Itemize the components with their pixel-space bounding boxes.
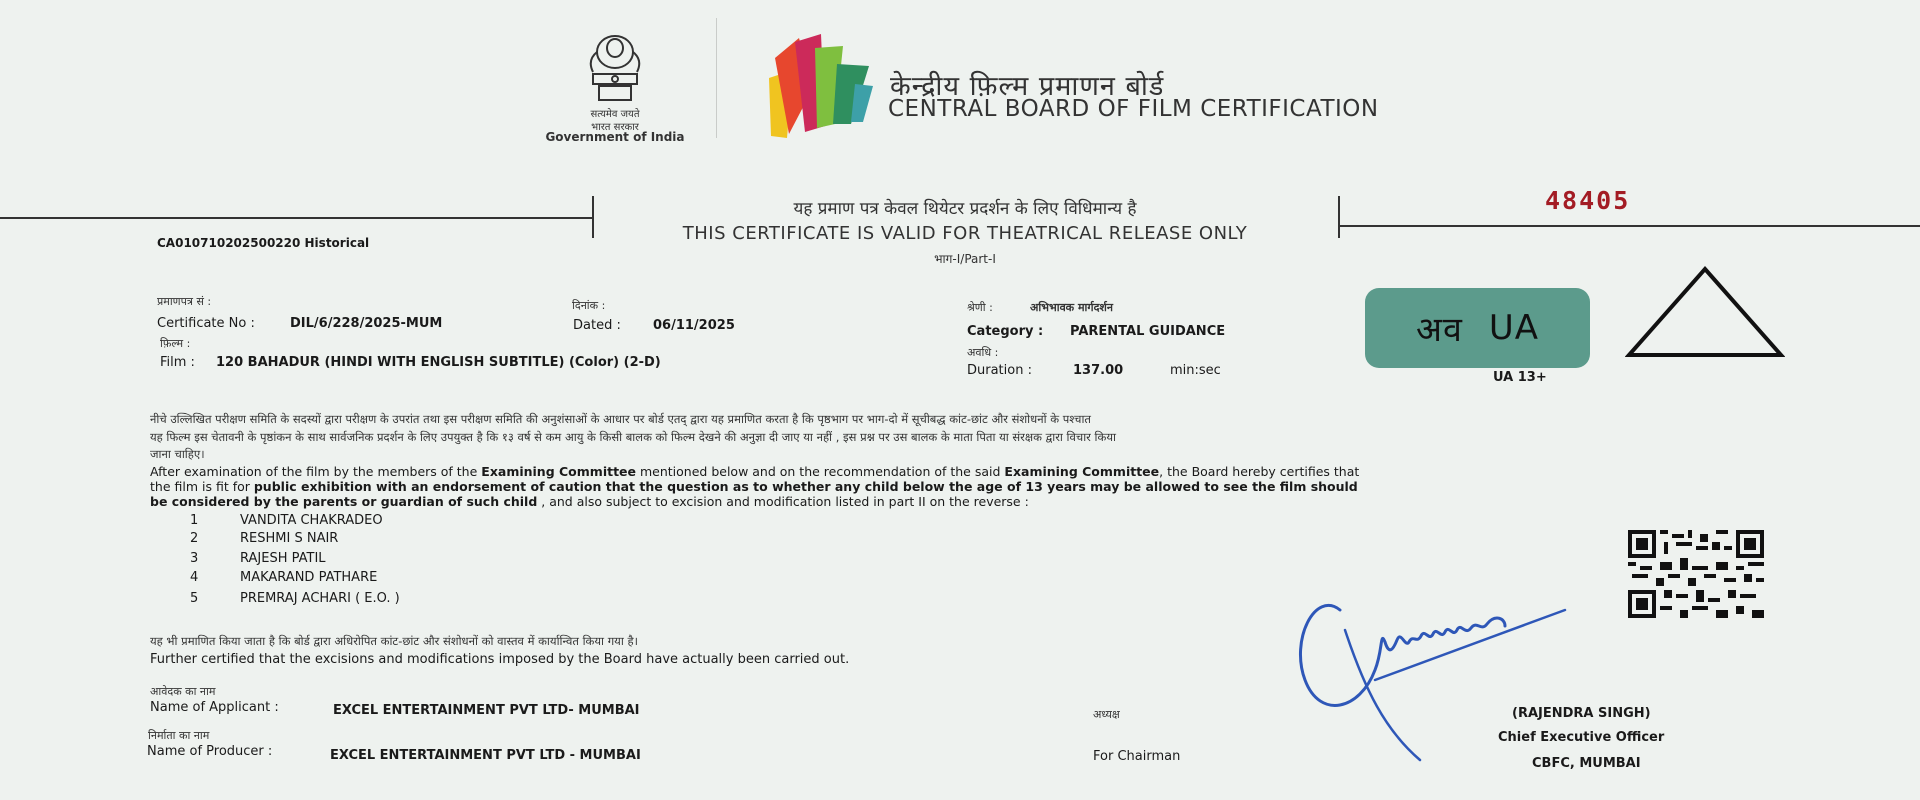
cert-no-label: Certificate No : [157, 316, 255, 331]
member-name: RESHMI S NAIR [240, 531, 339, 546]
national-emblem-icon [575, 30, 655, 105]
duration-unit: min:sec [1170, 363, 1221, 378]
date-hindi-label: दिनांक : [572, 299, 606, 312]
cert-no-hindi-label: प्रमाणपत्र सं : [157, 295, 212, 308]
duration-value: 137.00 [1073, 363, 1124, 378]
member-number: 3 [190, 551, 199, 566]
gov-hindi: भारत सरकार [591, 122, 639, 133]
cert-no-value: DIL/6/228/2025-MUM [290, 316, 443, 331]
member-name: MAKARAND PATHARE [240, 570, 378, 585]
producer-label: Name of Producer : [147, 744, 273, 759]
validity-part: भाग-I/Part-I [934, 252, 996, 266]
gov-english: Government of India [545, 130, 685, 144]
rule-left [0, 217, 592, 219]
applicant-hindi-label: आवेदक का नाम [150, 685, 216, 698]
rating-badge [1365, 288, 1590, 368]
rating-sub: UA 13+ [1493, 370, 1547, 385]
member-name: PREMRAJ ACHARI ( E.O. ) [240, 591, 400, 606]
signatory-name: (RAJENDRA SINGH) [1512, 706, 1651, 721]
cbfc-logo-icon [765, 28, 875, 140]
further-hindi: यह भी प्रमाणित किया जाता है कि बोर्ड द्वारा अधिरोपित कांट-छांट और संशोधनों को वास्तव में कार्यान्वित किया गया है। [150, 634, 638, 648]
applicant-label: Name of Applicant : [150, 700, 279, 715]
rating-badge-hindi: अव [1415, 310, 1463, 350]
validity-notice [590, 196, 1340, 267]
duration-hindi-label: अवधि : [967, 346, 999, 359]
body-hindi-line-2: यह फिल्म इस चेतावनी के पृष्ठांकन के साथ सार्वजनिक प्रदर्शन के लिए उपयुक्त है कि १३ वर्ष से कम आयु के किसी बालक को फिल्म देखने की अनुज्ञा दी जाए या नहीं , इस प्रश्न पर उस बालक के माता पिता या संरक्षक द्वारा विचार किया [150, 430, 1117, 444]
member-number: 2 [190, 531, 199, 546]
producer-value: EXCEL ENTERTAINMENT PVT LTD - MUMBAI [330, 748, 641, 763]
member-number: 1 [190, 513, 199, 528]
body-hindi-line-3: जाना चाहिए। [150, 447, 205, 461]
category-value: PARENTAL GUIDANCE [1070, 324, 1226, 339]
certificate-number: 48405 [1545, 186, 1631, 215]
board-title-hindi: केन्द्रीय फ़िल्म प्रमाणन बोर्ड [890, 71, 1165, 102]
applicant-value: EXCEL ENTERTAINMENT PVT LTD- MUMBAI [333, 703, 640, 718]
category-hindi-label: श्रेणी : [967, 301, 993, 314]
body-hindi-line-1: नीचे उल्लिखित परीक्षण समिति के सदस्यों द्वारा परीक्षण के उपरांत तथा इस परीक्षण समिति की अनुशंसाओं के आधार पर बोर्ड एतद् द्वारा यह प्रमाणित करता है कि पृष्ठभाग पर भाग-दो में सूचीबद्ध कांट-छांट और संशोधनों के पश्चात [150, 412, 1091, 426]
signatory-office: CBFC, MUMBAI [1532, 756, 1641, 771]
reference-code: CA010710202500220 Historical [157, 236, 370, 250]
member-name: RAJESH PATIL [240, 551, 326, 566]
producer-hindi-label: निर्माता का नाम [148, 729, 210, 742]
validity-english: THIS CERTIFICATE IS VALID FOR THEATRICAL RELEASE ONLY [682, 223, 1248, 244]
date-value: 06/11/2025 [653, 318, 735, 333]
rule-right [1340, 225, 1920, 227]
film-hindi-label: फ़िल्म : [160, 337, 191, 350]
chairman-hindi-label: अध्यक्ष [1093, 708, 1120, 721]
emblem-motto: सत्यमेव जयते [590, 109, 640, 120]
header-divider [716, 18, 717, 138]
further-english: Further certified that the excisions and modifications imposed by the Board have actually been carried out. [150, 652, 850, 667]
category-label: Category : [967, 324, 1044, 339]
qr-code-icon [1628, 530, 1764, 618]
body-english-line-1: After examination of the film by the members of the Examining Committee mentioned below and on the recommendation of the said Examining Committee, the Board hereby certifies that [150, 464, 1360, 479]
rating-badge-english: UA [1488, 308, 1540, 348]
category-hindi-value: अभिभावक मार्गदर्शन [1030, 301, 1114, 314]
date-label: Dated : [573, 318, 621, 333]
signatory-title: Chief Executive Officer [1498, 730, 1665, 745]
for-chairman-label: For Chairman [1093, 749, 1181, 764]
body-english-line-2: the film is fit for public exhibition with an endorsement of caution that the question as to whether any child below the age of 13 years may be allowed to see the film should [150, 479, 1358, 494]
member-name: VANDITA CHAKRADEO [240, 513, 383, 528]
member-number: 4 [190, 570, 199, 585]
warning-triangle-icon [1625, 265, 1785, 360]
film-value: 120 BAHADUR (HINDI WITH ENGLISH SUBTITLE) (Color) (2-D) [216, 355, 661, 370]
film-label: Film : [160, 355, 195, 370]
member-number: 5 [190, 591, 199, 606]
duration-label: Duration : [967, 363, 1032, 378]
validity-hindi: यह प्रमाण पत्र केवल थियेटर प्रदर्शन के लिए विधिमान्य है [793, 199, 1137, 219]
body-english-line-3: be considered by the parents or guardian of such child , and also subject to excision and modification listed in part II on the reverse : [150, 494, 1029, 509]
board-title-english: CENTRAL BOARD OF FILM CERTIFICATION [888, 96, 1379, 122]
